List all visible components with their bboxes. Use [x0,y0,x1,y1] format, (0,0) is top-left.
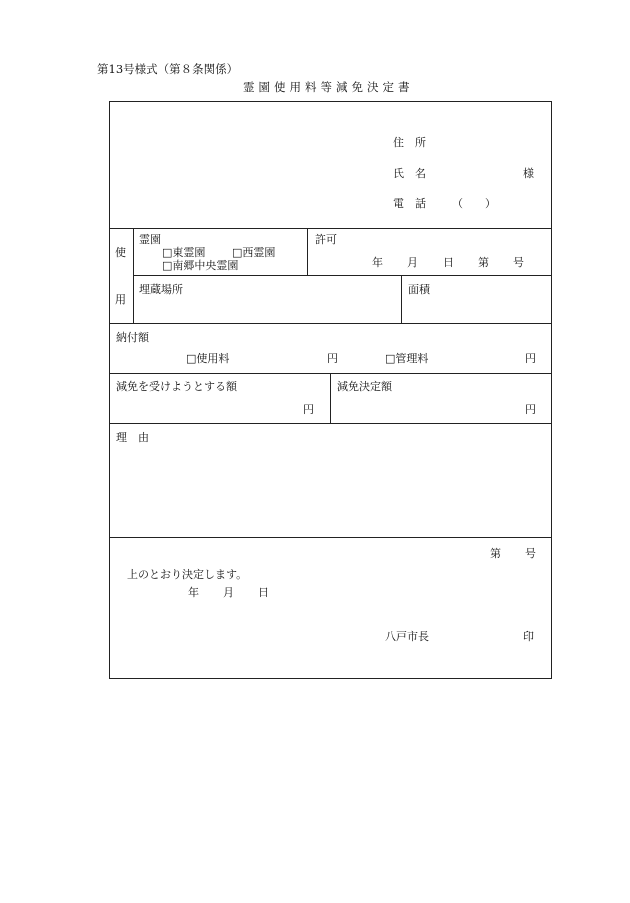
cemetery-option-nango-central: □南郷中央霊園 [162,259,239,272]
permit-number-suffix: 号 [513,256,524,269]
decision-number-prefix: 第 [490,547,501,560]
decision-form-table [109,101,552,679]
management-fee-unit: 円 [525,352,536,365]
decided-reduction-label: 減免決定額 [337,380,392,393]
decision-number-suffix: 号 [525,547,536,560]
seal-mark: 印 [523,630,534,643]
burial-place-label: 埋蔵場所 [139,283,183,296]
permit-month-unit: 月 [407,256,418,269]
usage-side-label-top: 使 [115,246,126,259]
usage-side-label-bottom: 用 [115,293,126,306]
cemetery-option-east: □東霊園 [162,246,206,259]
row-divider [110,323,551,324]
reason-label: 理 由 [116,431,149,444]
permit-number-prefix: 第 [478,256,489,269]
permit-label: 許可 [315,233,337,246]
decision-month-unit: 月 [223,586,234,599]
decided-reduction-unit: 円 [525,403,536,416]
cemetery-label: 霊園 [139,233,161,246]
document-title: 霊園使用料等減免決定書 [243,80,414,94]
form-number: 第13号様式（第８条関係） [97,62,239,76]
issuer-title: 八戸市長 [385,630,429,643]
permit-year-unit: 年 [372,256,383,269]
row-divider [110,537,551,538]
usage-fee-unit: 円 [327,352,338,365]
usage-fee-label: □使用料 [186,352,230,365]
column-divider [401,275,402,323]
permit-day-unit: 日 [443,256,454,269]
name-label: 氏 名 [393,167,426,180]
column-divider [330,373,331,423]
honorific-label: 様 [523,167,534,180]
cemetery-option-west: □西霊園 [232,246,276,259]
row-divider [110,228,551,229]
address-label: 住 所 [393,136,426,149]
decision-statement: 上のとおり決定します。 [127,568,248,581]
decision-year-unit: 年 [188,586,199,599]
phone-label: 電 話 [393,197,426,210]
management-fee-label: □管理料 [385,352,429,365]
row-divider [110,423,551,424]
payment-amount-label: 納付額 [116,331,149,344]
row-divider [134,275,551,276]
decision-day-unit: 日 [258,586,269,599]
requested-reduction-unit: 円 [303,403,314,416]
requested-reduction-label: 減免を受けようとする額 [116,380,237,393]
column-divider [133,228,134,323]
column-divider [307,228,308,275]
phone-parentheses: （ ） [452,197,496,210]
area-label: 面積 [408,283,430,296]
